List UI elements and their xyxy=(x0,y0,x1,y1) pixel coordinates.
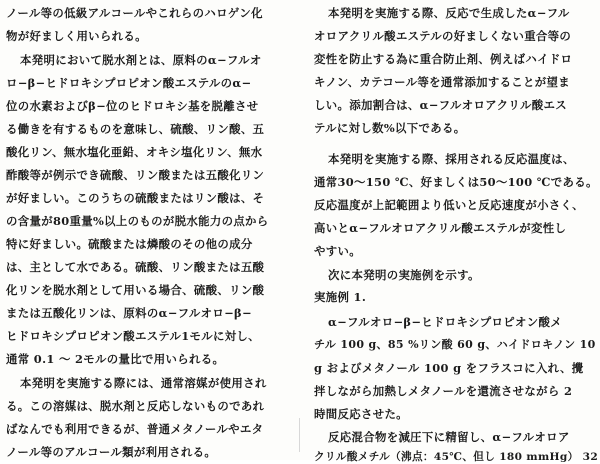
left-column-line: 通常 0.1 〜 2モルの量比で用いられる。 xyxy=(6,352,225,366)
left-column-line: または五酸化リンは、原料のα−フルオロ−β− xyxy=(6,306,252,320)
left-column-line: 物が好ましく用いられる。 xyxy=(6,29,147,43)
right-column-line: やすい。 xyxy=(314,244,361,258)
right-column-line: 本発明を実施する際、採用される反応温度は、 xyxy=(328,152,575,166)
left-column-line: の含量が80重量%以上のものが脱水能力の点から xyxy=(6,214,269,228)
right-column-line: 次に本発明の実施例を示す。 xyxy=(328,268,480,282)
right-column-line: g およびメタノール 100 g をフラスコに入れ、攪 xyxy=(314,361,584,375)
left-column-line: 酸化リン、無水塩化亜鉛、オキシ塩化リン、無水 xyxy=(6,145,263,159)
left-column-line: ばなんでも利用できるが、普通メタノールやエタ xyxy=(6,422,264,436)
left-column-line: る。この溶媒は、脱水剤と反応しないものであれ xyxy=(6,399,265,413)
right-column-line: α−フルオロ−β−ヒドロキシプロピオン酸メ xyxy=(328,315,562,329)
right-column-line: キノン、カテコール等を通常添加することが望ま xyxy=(314,75,571,89)
left-column-line: ヒドロキシプロピオン酸エステル1モルに対し、 xyxy=(6,329,260,343)
left-column-line: 化リンを脱水剤として用いる場合、硫酸、リン酸 xyxy=(6,283,265,297)
left-column-line: ロ−β−ヒドロキシプロピオン酸エステルのα− xyxy=(6,76,252,90)
right-column-line: 拌しながら加熱しメタノールを還流させながら 2 xyxy=(314,384,573,398)
right-column-line: オロアクリル酸エステルの好ましくない重合等の xyxy=(314,29,572,43)
right-column-line: 本発明を実施する際、反応で生成したα−フル xyxy=(328,6,570,20)
column-gutter-mark xyxy=(299,418,300,452)
right-column-line: クリル酸メチル（沸点：45℃、但し 180 mmHg） 32 xyxy=(314,451,599,463)
right-column-line: 通常30〜150 ℃、好ましくは50〜100 ℃である。 xyxy=(314,175,598,189)
right-column-line: テルに対し数%以下である。 xyxy=(314,121,466,135)
right-column-line: チル 100 g、85 %リン酸 60 g、ハイドロキノン 10 xyxy=(314,338,596,351)
left-column-line: 本発明を実施する際には、通常溶媒が使用され xyxy=(20,376,267,390)
left-column-line: は、主として水である。硫酸、リン酸または五酸 xyxy=(6,260,265,274)
right-column-line: しい。添加割合は、α−フルオロアクリル酸エス xyxy=(314,98,568,112)
right-column-line: 高いとα−フルオロアクリル酸エステルが変性し xyxy=(314,221,567,235)
left-column-line: る働きを有するものを意味し、硫酸、リン酸、五 xyxy=(6,122,265,136)
left-column-line: が好ましい。このうちの硫酸またはリン酸は、そ xyxy=(6,191,265,205)
left-column-line: 本発明において脱水剤とは、原料のα−フルオ xyxy=(20,53,262,67)
left-column-line: 位の水素およびβ−位のヒドロキシ基を脱離させ xyxy=(6,99,259,113)
right-column-line: 変性を防止する為に重合防止剤、例えばハイドロ xyxy=(314,52,573,66)
left-column-line: ノール等のアルコール類が利用される。 xyxy=(6,445,217,459)
left-column-line: 特に好ましい。硫酸または燐酸のその他の成分 xyxy=(6,237,253,251)
right-column-line: 時間反応させた。 xyxy=(314,407,408,421)
left-column-line: ノール等の低級アルコールやこれらのハロゲン化 xyxy=(6,6,263,20)
right-column-line: 実施例 1. xyxy=(314,290,367,304)
right-column-line: 反応混合物を減圧下に精留し、α−フルオロア xyxy=(328,430,570,444)
right-column-line: 反応温度が上記範囲より低いと反応速度が小さく、 xyxy=(314,198,584,212)
left-column-line: 酢酸等が例示でき硫酸、リン酸または五酸化リン xyxy=(6,168,265,182)
